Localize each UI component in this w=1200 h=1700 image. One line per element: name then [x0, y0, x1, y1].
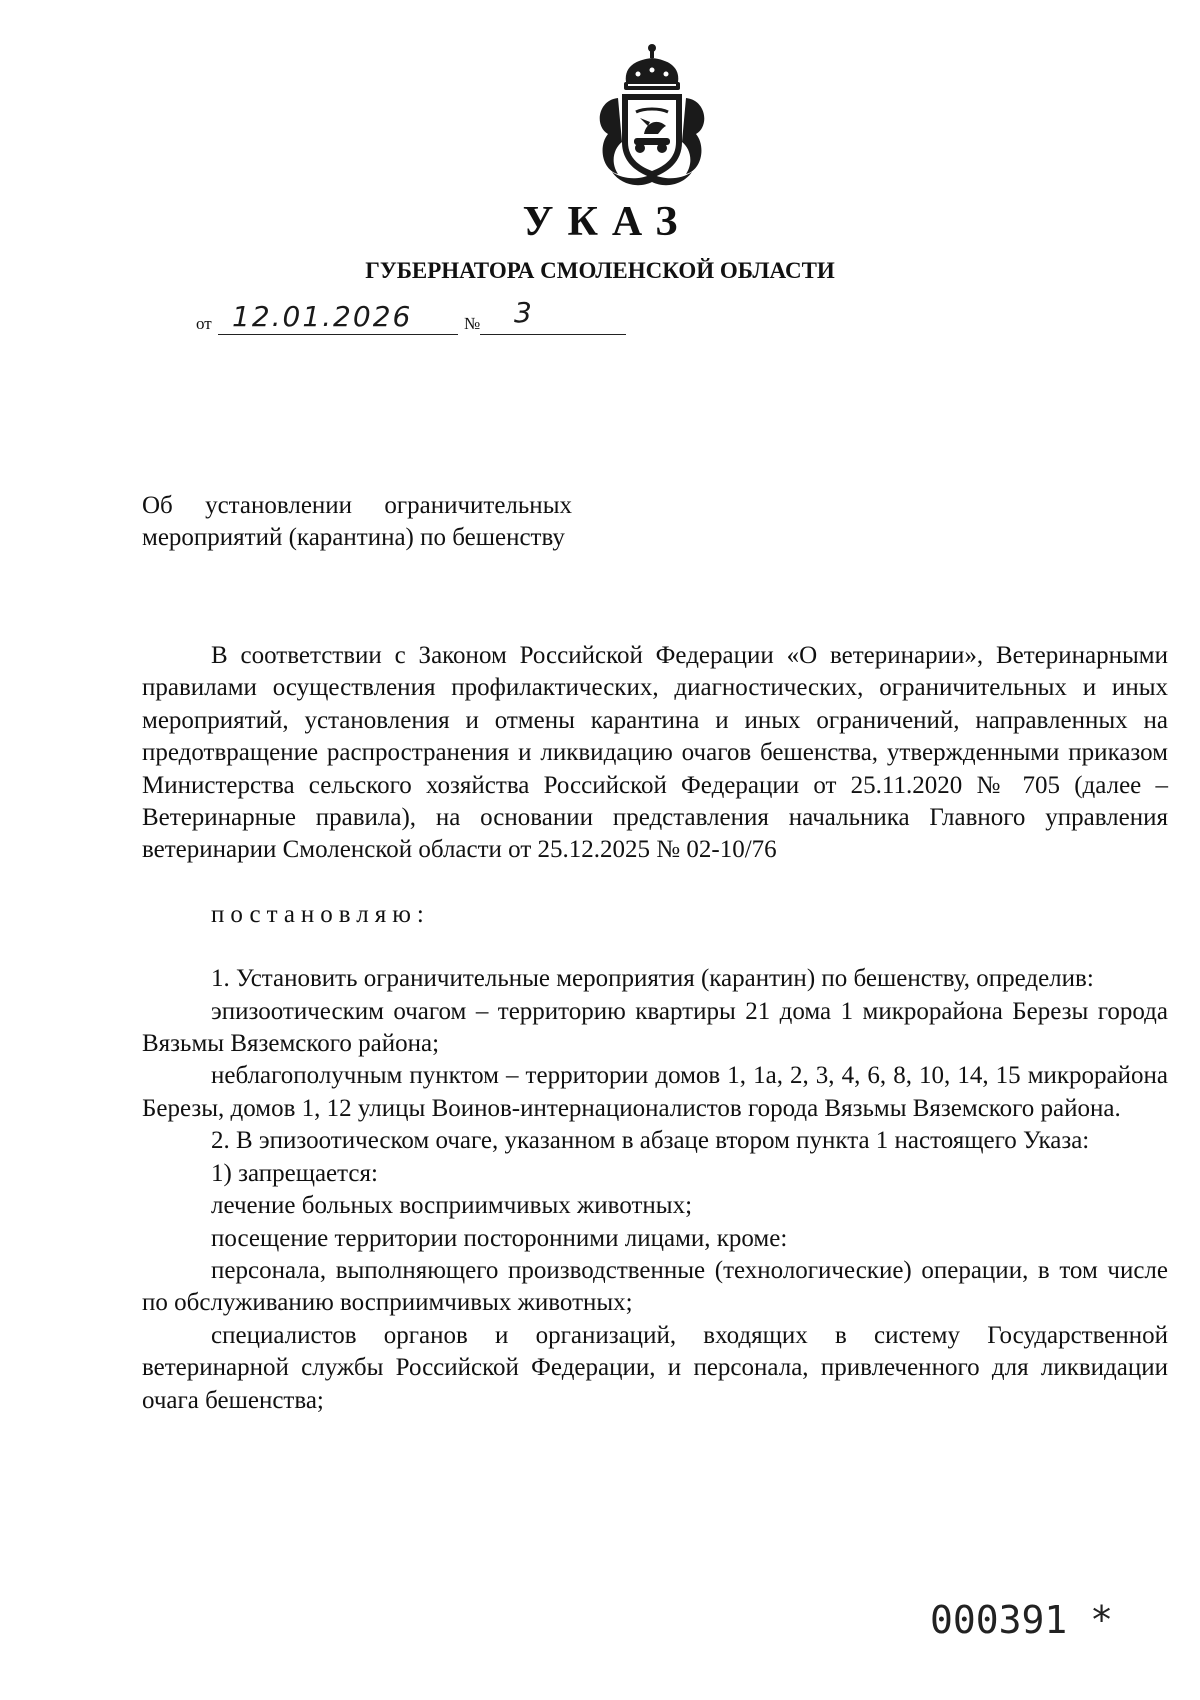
paragraph-item-1: 1. Установить ограничительные мероприятия (карантин) по бешенству, определив:	[211, 965, 1094, 993]
date-number-line	[196, 296, 626, 338]
handwritten-date: 12.01.2026	[232, 300, 413, 333]
paragraph-prohibited: 1) запрещается:	[211, 1159, 378, 1187]
date-prefix-label: от	[196, 314, 212, 333]
paragraph-personnel: персонала, выполняющего производственные (технологические) операции, в том числе по обслуживанию восприимчивых животных;	[142, 1256, 1168, 1317]
resolve-statement: постановляю:	[211, 900, 430, 928]
document-body	[142, 640, 1168, 1417]
document-subject: Об установлении ограничительных мероприятий (карантина) по бешенству	[142, 492, 572, 551]
coat-of-arms-icon	[588, 42, 716, 190]
document-title: УКАЗ	[522, 199, 692, 245]
paragraph-visits: посещение территории посторонними лицами, кроме:	[211, 1224, 788, 1252]
paragraph-epizootic-focus: эпизоотическим очагом – территорию квартиры 21 дома 1 микрорайона Березы города Вязьмы Вяземского района;	[142, 997, 1168, 1058]
paragraph-item-2: 2. В эпизоотическом очаге, указанном в абзаце втором пункта 1 настоящего Указа:	[211, 1127, 1090, 1155]
handwritten-number: 3	[514, 296, 534, 329]
date-underline	[218, 334, 458, 335]
document-subtitle: ГУБЕРНАТОРА СМОЛЕНСКОЙ ОБЛАСТИ	[365, 258, 835, 283]
form-serial-number: 000391 *	[930, 1598, 1114, 1642]
preamble-paragraph: В соответствии с Законом Российской Федерации «О ветеринарии», Ветеринарными правилами осуществления профилактических, диагностических, ограничительных и иных мероприятий, установления и отмены карантина и иных ограничений, направленных на предотвращение распространения и ликвидацию очагов бешенства, утвержденными приказом Министерства сельского хозяйства Российской Федерации от 25.11.2020 № 705 (далее – Ветеринарные правила), на основании представления начальника Главного управления ветеринарии Смоленской области от 25.12.2025 № 02-10/76	[142, 642, 1168, 864]
paragraph-unfavorable-point: неблагополучным пунктом – территории домов 1, 1а, 2, 3, 4, 6, 8, 10, 14, 15 микрорайона Березы, домов 1, 12 улицы Воинов-интернационалистов города Вязьмы Вяземского района.	[142, 1062, 1168, 1122]
paragraph-treatment: лечение больных восприимчивых животных;	[211, 1192, 693, 1220]
paragraph-specialists: специалистов органов и организаций, входящих в систему Государственной ветеринарной службы Российской Федерации, и персонала, привлеченного для ликвидации очага бешенства;	[142, 1321, 1168, 1414]
number-underline	[480, 334, 626, 335]
number-sign-label: №	[464, 314, 481, 333]
